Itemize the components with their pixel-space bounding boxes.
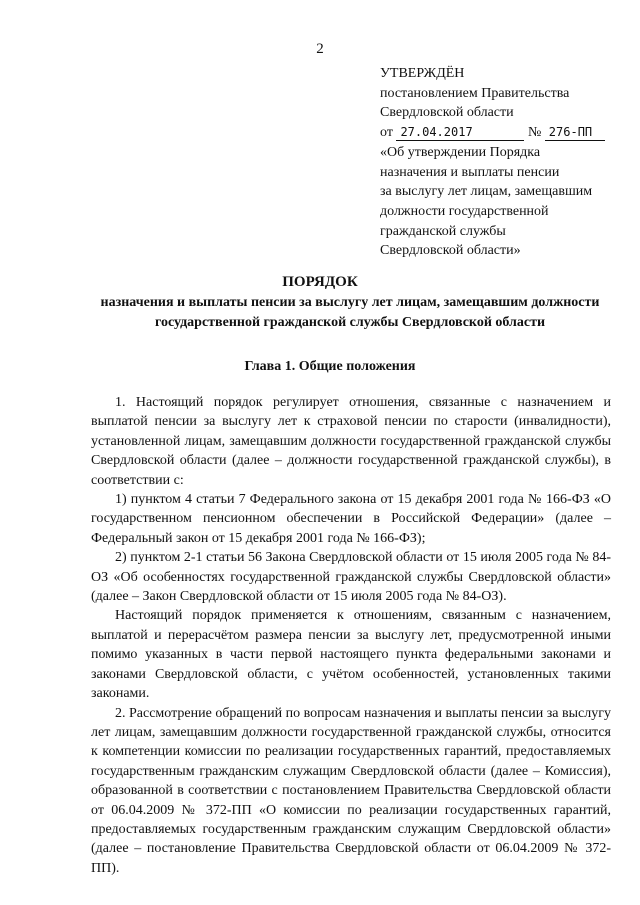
approval-heading: УТВЕРЖДЁН [380, 66, 465, 81]
chapter-heading: Глава 1. Общие положения [244, 359, 416, 374]
paragraph: 1. Настоящий порядок регулирует отношения, связанные с назначением и выплатой пенсии за выслугу лет к страховой пенсии по старости (инвалидности), установленной лицам, замещавшим должности государственной гражданской службы Свердловской области (далее – должности государственной гражданской службы), в соответствии с: [91, 395, 611, 488]
approval-ref-line: назначения и выплаты пенсии [380, 164, 560, 180]
document-subtitle: назначения и выплаты пенсии за выслугу лет лицам, замещавшим должности государственной гражданской службы Свердловской области [100, 295, 600, 330]
paragraph: 1) пунктом 4 статьи 7 Федерального закона от 15 декабря 2001 года № 166-ФЗ «О государственном пенсионном обеспечении в Российской Федерации» (далее – Федеральный закон от 15 декабря 2001 года № 166-ФЗ); [91, 492, 611, 546]
approval-ref-line: гражданской службы [380, 223, 506, 239]
paragraph: 2. Рассмотрение обращений по вопросам назначения и выплаты пенсии за выслугу лет лицам, замещавшим должности государственной гражданской службы, относится к компетенции комиссии по реализации государственных гарантий, предоставляемых государственным гражданским служащим Свердловской области (далее – Комиссия), образованной в соответствии с постановлением Правительства Свердловской области от 06.04.2009 № 372-ПП «О комиссии по реализации государственных гарантий, предоставляемых государственным гражданским служащим Свердловской области» (далее – постановление Правительства Свердловской области от 06.04.2009 № 372-ПП). [91, 705, 611, 876]
approval-line: Свердловской области [380, 105, 514, 121]
approval-date-line [380, 123, 620, 143]
approval-ref-line: за выслугу лет лицам, замещавшим [380, 184, 593, 200]
page-number: 2 [316, 41, 324, 57]
approval-line: постановлением Правительства [380, 85, 570, 101]
date-prefix: от [380, 125, 393, 141]
approval-ref-line: Свердловской области» [380, 243, 521, 259]
paragraph: Настоящий порядок применяется к отношениям, связанным с назначением, выплатой и перерасчётом размера пенсии за выслугу лет, предусмотренной иными помимо указанных в части первой настоящего пункта федеральными законами и законами Свердловской области, с учётом особенностей, установленных такими законами. [91, 608, 611, 702]
approval-number: 276-ПП [545, 125, 605, 141]
approval-ref-line: должности государственной [380, 203, 549, 219]
approval-ref-line: «Об утверждении Порядка [380, 144, 541, 160]
approval-date: 27.04.2017 [396, 125, 524, 141]
document-body [91, 393, 611, 878]
document-title: ПОРЯДОК [282, 274, 358, 290]
approval-block [380, 64, 620, 261]
paragraph: 2) пунктом 2-1 статьи 56 Закона Свердловской области от 15 июля 2005 года № 84-ОЗ «Об особенностях государственной гражданской службы Свердловской области» (далее – Закон Свердловской области от 15 июля 2005 года № 84-ОЗ). [91, 550, 611, 605]
number-prefix: № [527, 125, 542, 141]
